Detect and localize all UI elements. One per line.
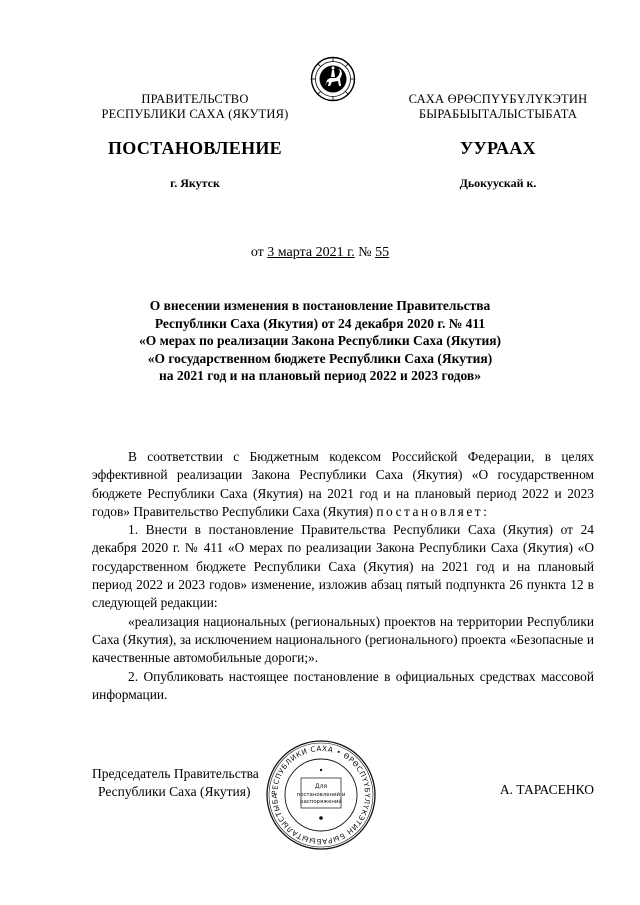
body-paragraph-quote: «реализация национальных (региональных) проектов на территории Республики Саха (Якутия), за исключением национального (регионального) проекта «Безопасные и качественные автомобильные дороги;». xyxy=(92,613,594,666)
body-paragraph-preamble xyxy=(92,448,594,521)
document-title-line: О внесении изменения в постановление Правительства xyxy=(149,298,491,313)
signatory-position-line1: Председатель Правительства xyxy=(92,766,259,781)
number-label: № xyxy=(354,245,376,260)
date-prefix: от xyxy=(250,245,268,260)
coat-of-arms-icon xyxy=(310,56,356,102)
seal-center-line2: постановлений и xyxy=(296,792,346,798)
body-paragraph-item-2: 2. Опубликовать настоящее постановление в официальных средствах массовой информации. xyxy=(92,668,594,702)
document-title-line: «О государственном бюджете Республики Саха (Якутия) xyxy=(147,350,493,366)
document-date: 3 марта 2021 г. xyxy=(267,245,355,260)
document-title-line: «О мерах по реализации Закона Республики Саха (Якутия) xyxy=(138,333,502,348)
header-left-line1: ПРАВИТЕЛЬСТВО xyxy=(141,92,249,106)
doc-type-title-sakha: УУРААХ xyxy=(460,138,536,158)
date-number-line xyxy=(0,245,640,261)
header-right-line2: БЫРАБЫЫТАЛЫСТЫБАТА xyxy=(418,107,578,121)
document-body xyxy=(92,448,594,704)
document-title-line: Республики Саха (Якутия) от 24 декабря 2020 г. № 411 xyxy=(154,315,486,331)
header-right-line1: САХА ӨРӨСПҮҮБҮЛҮКЭТИН xyxy=(408,92,588,106)
signatory-position xyxy=(92,765,259,801)
body-paragraph-item-1: 1. Внести в постановление Правительства Республики Саха (Якутия) от 24 декабря 2020 г. № 411 «О мерах по реализации Закона Республики Саха (Якутия) «О государственном бюджете Республики Саха (Якутия) на 2021 год и на плановый период 2022 и 2023 годов» изменение, изложив абзац пятый подпункта 26 пункта 12 в следующей редакции: xyxy=(92,522,594,611)
document-title-line: на 2021 год и на плановый период 2022 и 2023 годов» xyxy=(159,368,481,383)
document-number: 55 xyxy=(375,245,390,260)
signatory-name: А. ТАРАСЕНКО xyxy=(499,782,594,797)
seal-ring-text: РЕСПУБЛИКИ САХА • ӨРӨСПҮҮБҮЛҮКЭТИН БЫРАБЫЫТАЛЫСТЫБА xyxy=(269,743,373,847)
resolves-word: постановляет: xyxy=(376,503,490,519)
city-sakha: Дьокуускай к. xyxy=(459,176,537,190)
seal-center-line1: Для xyxy=(314,783,328,790)
signatory-position-line2: Республики Саха (Якутия) xyxy=(98,784,251,799)
seal-center-line3: распоряжений xyxy=(300,799,342,805)
official-seal-icon xyxy=(264,738,378,852)
header-left-block xyxy=(90,92,300,122)
city-ru: г. Якутск xyxy=(170,176,220,190)
header-right-block xyxy=(378,92,618,122)
preamble-text: В соответствии с Бюджетным кодексом Российской Федерации, в целях эффективной реализации Закона Республики Саха (Якутия) «О государственном бюджете Республики Саха (Якутия) на 2021 год и на плановый период 2022 и 2023 годов» Правительство Республики Саха (Якутия) xyxy=(92,449,594,519)
header-left-line2: РЕСПУБЛИКИ САХА (ЯКУТИЯ) xyxy=(101,107,289,121)
document-title xyxy=(90,297,550,385)
doc-type-title-ru: ПОСТАНОВЛЕНИЕ xyxy=(108,138,282,158)
